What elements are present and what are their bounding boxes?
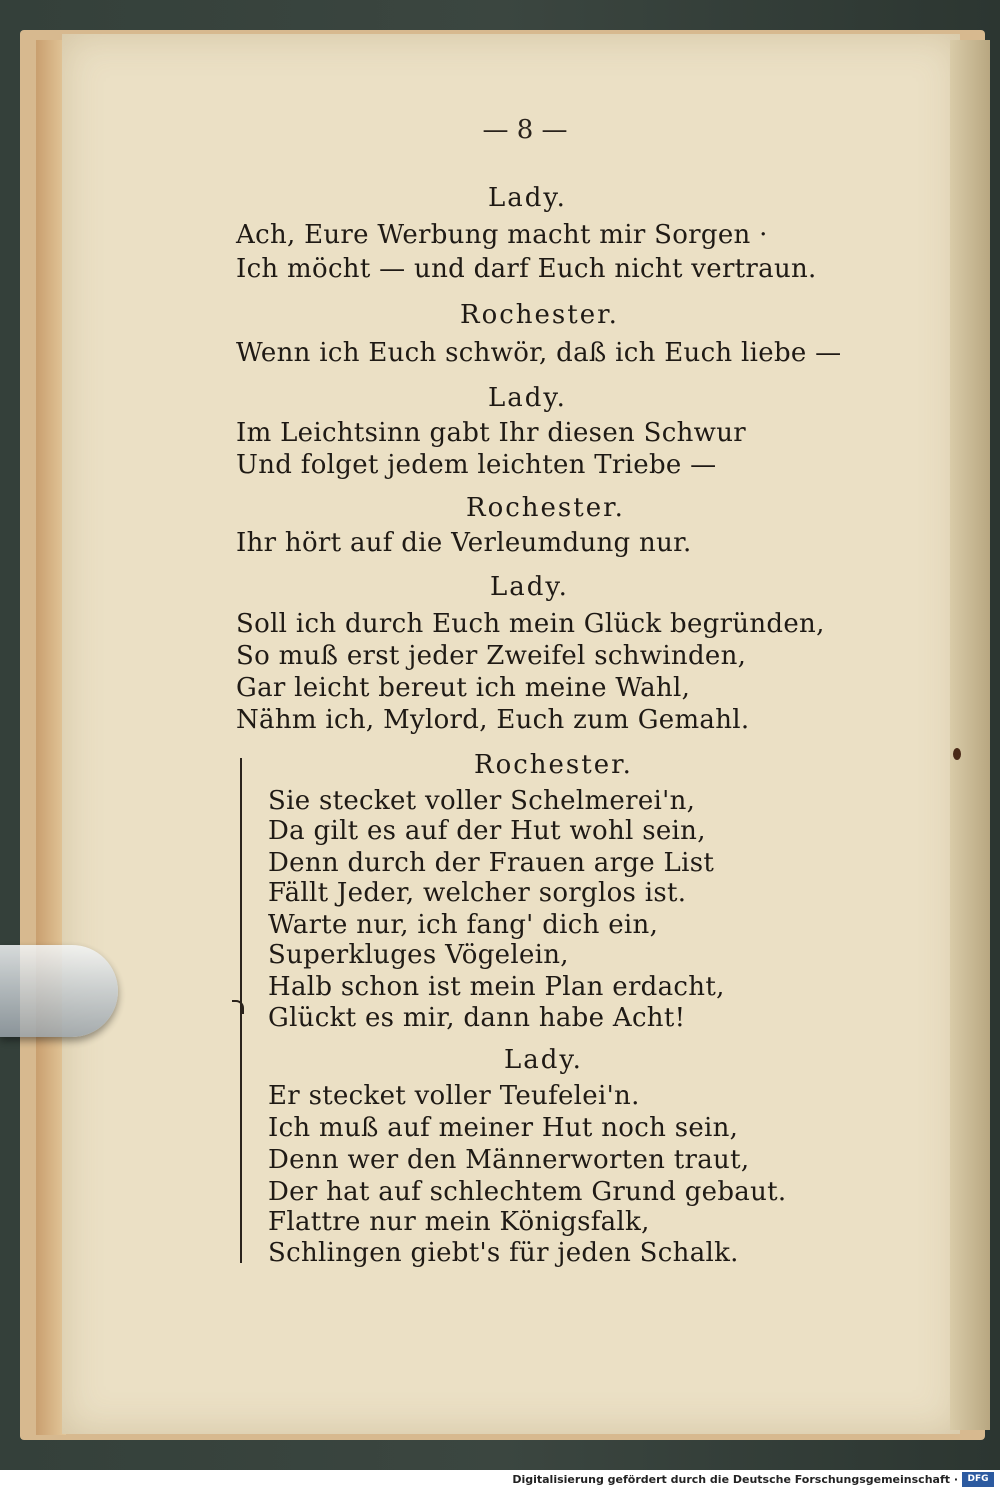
page-clip bbox=[0, 945, 118, 1037]
verse-line: Ich muß auf meiner Hut noch sein, bbox=[268, 1113, 739, 1143]
verse-line: Flattre nur mein Königsfalk, bbox=[268, 1207, 650, 1237]
verse-line: Soll ich durch Euch mein Glück begründen, bbox=[236, 609, 825, 639]
speaker-label: Rochester. bbox=[474, 750, 633, 780]
page-number: — 8 — bbox=[482, 115, 568, 145]
speaker-label: Rochester. bbox=[460, 300, 619, 330]
speaker-label: Lady. bbox=[488, 183, 567, 213]
verse-line: Schlingen giebt's für jeden Schalk. bbox=[268, 1238, 739, 1268]
verse-line: Er stecket voller Teufelei'n. bbox=[268, 1081, 640, 1111]
verse-line: So muß erst jeder Zweifel schwinden, bbox=[236, 641, 747, 671]
funding-credit: Digitalisierung gefördert durch die Deutsche Forschungsgemeinschaft · bbox=[512, 1473, 958, 1486]
verse-line: Sie stecket voller Schelmerei'n, bbox=[268, 786, 696, 816]
verse-line: Superkluges Vögelein, bbox=[268, 940, 569, 970]
duet-bracket-point bbox=[232, 1000, 244, 1014]
speaker-label: Lady. bbox=[504, 1045, 583, 1075]
verse-line: Ihr hört auf die Verleumdung nur. bbox=[236, 528, 692, 558]
verse-line: Und folget jedem leichten Triebe — bbox=[236, 450, 717, 480]
verse-line: Wenn ich Euch schwör, daß ich Euch liebe — bbox=[236, 338, 842, 368]
verse-line: Glückt es mir, dann habe Acht! bbox=[268, 1003, 686, 1033]
facing-page-edge bbox=[950, 40, 990, 1430]
verse-line: Halb schon ist mein Plan erdacht, bbox=[268, 972, 725, 1002]
verse-line: Ich möcht — und darf Euch nicht vertraun. bbox=[236, 254, 817, 284]
verse-line: Denn durch der Frauen arge List bbox=[268, 848, 715, 878]
dfg-logo-icon: DFG bbox=[962, 1472, 994, 1487]
verse-line: Fällt Jeder, welcher sorglos ist. bbox=[268, 878, 687, 908]
ink-spot bbox=[953, 748, 961, 760]
verse-line: Im Leichtsinn gabt Ihr diesen Schwur bbox=[236, 418, 746, 448]
verse-line: Gar leicht bereut ich meine Wahl, bbox=[236, 673, 691, 703]
speaker-label: Lady. bbox=[490, 572, 569, 602]
verse-line: Denn wer den Männerworten traut, bbox=[268, 1145, 750, 1175]
verse-line: Warte nur, ich fang' dich ein, bbox=[268, 910, 659, 940]
verse-line: Der hat auf schlechtem Grund gebaut. bbox=[268, 1177, 787, 1207]
speaker-label: Lady. bbox=[488, 383, 567, 413]
verse-line: Da gilt es auf der Hut wohl sein, bbox=[268, 816, 706, 846]
verse-line: Ach, Eure Werbung macht mir Sorgen · bbox=[236, 220, 768, 250]
speaker-label: Rochester. bbox=[466, 493, 625, 523]
verse-line: Nähm ich, Mylord, Euch zum Gemahl. bbox=[236, 705, 750, 735]
